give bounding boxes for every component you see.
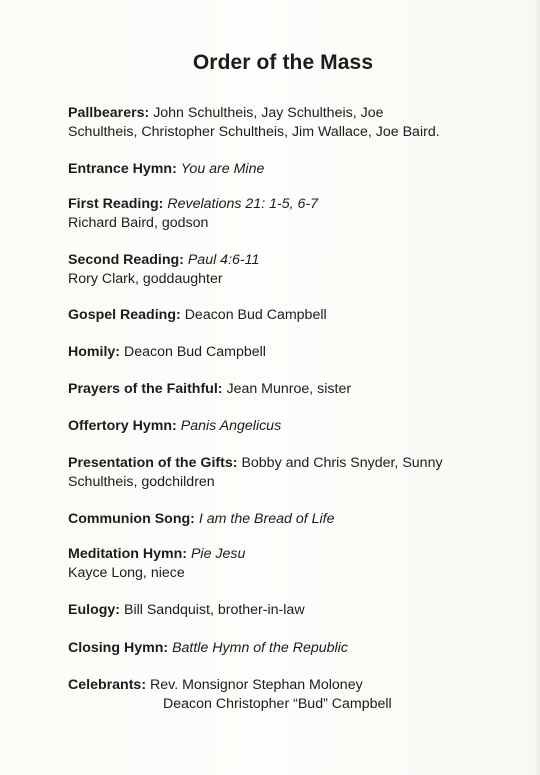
prayers-entry: [68, 380, 508, 399]
communion-song-label: Communion Song:: [68, 511, 195, 527]
entrance-hymn-entry: [68, 160, 508, 179]
meditation-hymn-label: Meditation Hymn:: [68, 546, 188, 562]
eulogy-label: Eulogy:: [68, 602, 121, 618]
presentation-line1: Bobby and Chris Snyder, Sunny: [241, 455, 443, 471]
entrance-hymn-label: Entrance Hymn:: [68, 161, 177, 177]
second-reading-title: Paul 4:6-11: [187, 252, 260, 268]
prayers-value: Jean Munroe, sister: [226, 381, 352, 397]
gospel-reading-label: Gospel Reading:: [68, 307, 181, 323]
closing-hymn-entry: [68, 639, 508, 658]
second-reading-reader: Rory Clark, goddaughter: [68, 271, 223, 287]
offertory-hymn-entry: [68, 417, 508, 436]
offertory-hymn-label: Offertory Hymn:: [68, 418, 177, 434]
offertory-hymn-title: Panis Angelicus: [180, 418, 282, 434]
pallbearers-names-line2: Schultheis, Christopher Schultheis, Jim Wallace, Joe Baird.: [68, 124, 440, 140]
first-reading-label: First Reading:: [68, 196, 164, 212]
gospel-reading-value: Deacon Bud Campbell: [184, 307, 327, 323]
meditation-hymn-title: Pie Jesu: [190, 546, 246, 562]
page-title: Order of the Mass: [192, 51, 374, 74]
second-reading-entry: [68, 251, 508, 289]
celebrants-entry: [68, 676, 508, 714]
communion-song-title: I am the Bread of Life: [198, 511, 335, 527]
entrance-hymn-title: You are Mine: [180, 161, 265, 177]
communion-song-entry: [68, 510, 508, 529]
first-reading-entry: [68, 195, 508, 233]
meditation-hymn-entry: [68, 545, 508, 583]
pallbearers-entry: [68, 104, 508, 142]
eulogy-value: Bill Sandquist, brother-in-law: [123, 602, 305, 618]
celebrants-line2: Deacon Christopher “Bud” Campbell: [163, 696, 392, 712]
presentation-entry: [68, 454, 508, 492]
gospel-reading-entry: [68, 306, 508, 325]
second-reading-label: Second Reading:: [68, 252, 184, 268]
celebrants-line1: Rev. Monsignor Stephan Moloney: [150, 677, 363, 693]
closing-hymn-title: Battle Hymn of the Republic: [172, 640, 348, 656]
homily-label: Homily:: [68, 344, 121, 360]
presentation-line2: Schultheis, godchildren: [68, 474, 215, 490]
pallbearers-names-line1: John Schultheis, Jay Schultheis, Joe: [153, 105, 384, 121]
closing-hymn-label: Closing Hymn:: [68, 640, 169, 656]
prayers-label: Prayers of the Faithful:: [68, 381, 223, 397]
presentation-label: Presentation of the Gifts:: [68, 455, 238, 471]
first-reading-reader: Richard Baird, godson: [68, 215, 209, 231]
pallbearers-label: Pallbearers:: [68, 105, 150, 121]
meditation-hymn-reader: Kayce Long, niece: [68, 565, 185, 581]
homily-value: Deacon Bud Campbell: [123, 344, 266, 360]
celebrants-label: Celebrants:: [68, 677, 147, 693]
page-edge-shadow: [534, 0, 540, 775]
eulogy-entry: [68, 601, 508, 620]
first-reading-title: Revelations 21: 1-5, 6-7: [167, 196, 318, 212]
homily-entry: [68, 343, 508, 362]
